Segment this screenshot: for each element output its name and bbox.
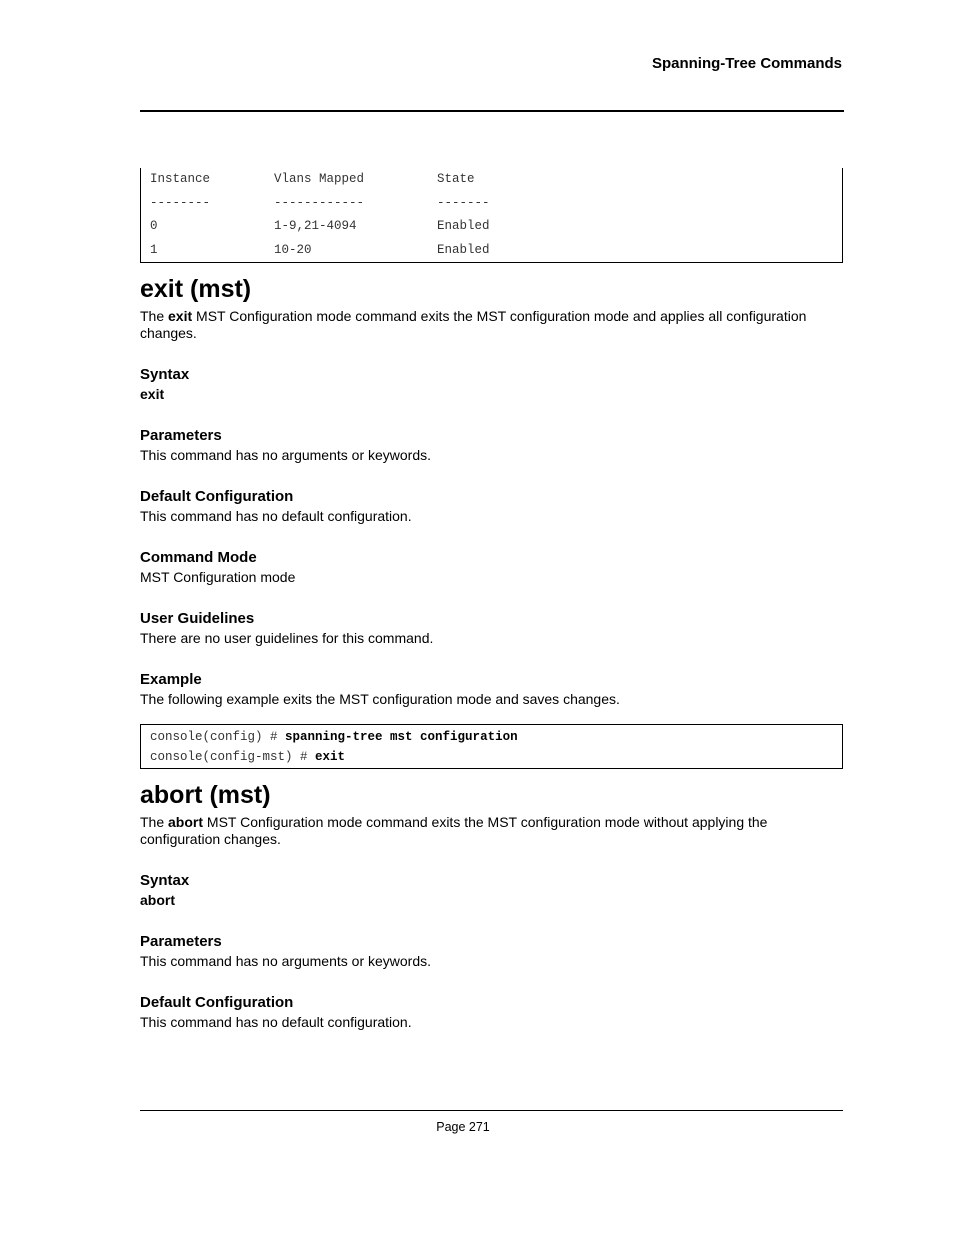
desc-rest: MST Configuration mode command exits the MST configuration mode without applying the configuration changes.: [140, 814, 768, 847]
example-text: The following example exits the MST configuration mode and saves changes.: [140, 691, 620, 707]
default-configuration-text: This command has no default configuration.: [140, 508, 412, 524]
separator-cell: --------: [150, 195, 211, 210]
code-line: [150, 749, 833, 769]
desc-prefix: The: [140, 814, 169, 830]
header-cell-vlans: Vlans Mapped: [274, 172, 365, 186]
code-line: [150, 729, 833, 749]
parameters-text: This command has no arguments or keywords.: [140, 953, 432, 969]
parameters-heading: Parameters: [140, 933, 222, 950]
parameters-text: This command has no arguments or keywords.: [140, 447, 432, 463]
default-configuration-text: This command has no default configuration.: [140, 1014, 412, 1030]
desc-command-name: abort: [168, 814, 204, 830]
example-heading: Example: [140, 671, 202, 688]
table-cell: 0: [150, 219, 158, 233]
command-mode-text: MST Configuration mode: [140, 569, 296, 585]
header-cell-state: State: [437, 172, 475, 186]
exit-mst-title: exit (mst): [140, 275, 252, 303]
table-row: [150, 218, 833, 242]
table-header-row: [150, 171, 833, 195]
desc-command-name: exit: [168, 308, 193, 324]
running-header-title: Spanning-Tree Commands: [651, 55, 842, 72]
exit-mst-description: [140, 308, 843, 342]
default-configuration-heading: Default Configuration: [140, 994, 294, 1011]
syntax-value: abort: [140, 892, 175, 908]
table-row: [150, 242, 833, 266]
user-guidelines-heading: User Guidelines: [140, 610, 255, 627]
separator-cell: ------------: [274, 195, 365, 210]
table-cell: Enabled: [437, 242, 490, 257]
default-configuration-heading: Default Configuration: [140, 488, 294, 505]
example-code-block: [140, 724, 843, 769]
code-command: exit: [315, 750, 346, 764]
syntax-heading: Syntax: [140, 366, 190, 383]
page-content: [140, 168, 843, 1031]
separator-cell: -------: [437, 195, 490, 210]
desc-prefix: The: [140, 308, 169, 324]
syntax-value: exit: [140, 386, 165, 402]
syntax-heading: Syntax: [140, 872, 190, 889]
parameters-heading: Parameters: [140, 427, 222, 444]
code-prompt: console(config) #: [150, 730, 286, 744]
command-mode-heading: Command Mode: [140, 549, 257, 566]
desc-rest: MST Configuration mode command exits the MST configuration mode and applies all configuration changes.: [140, 308, 807, 341]
mst-instance-table: [140, 168, 843, 263]
table-cell: 1: [150, 242, 158, 257]
header-rule: [140, 110, 844, 112]
table-cell: 1-9,21-4094: [274, 219, 357, 233]
abort-mst-description: [140, 814, 843, 848]
code-prompt: console(config-mst) #: [150, 750, 316, 764]
table-cell: Enabled: [437, 219, 490, 233]
header-cell-instance: Instance: [150, 172, 211, 186]
code-command: spanning-tree mst configuration: [285, 730, 518, 744]
table-cell: 10-20: [274, 242, 312, 257]
abort-mst-title: abort (mst): [140, 781, 271, 809]
footer-rule: [140, 1110, 843, 1111]
table-separator-row: [150, 195, 833, 219]
user-guidelines-text: There are no user guidelines for this command.: [140, 630, 434, 646]
page-number: Page 271: [436, 1120, 490, 1134]
